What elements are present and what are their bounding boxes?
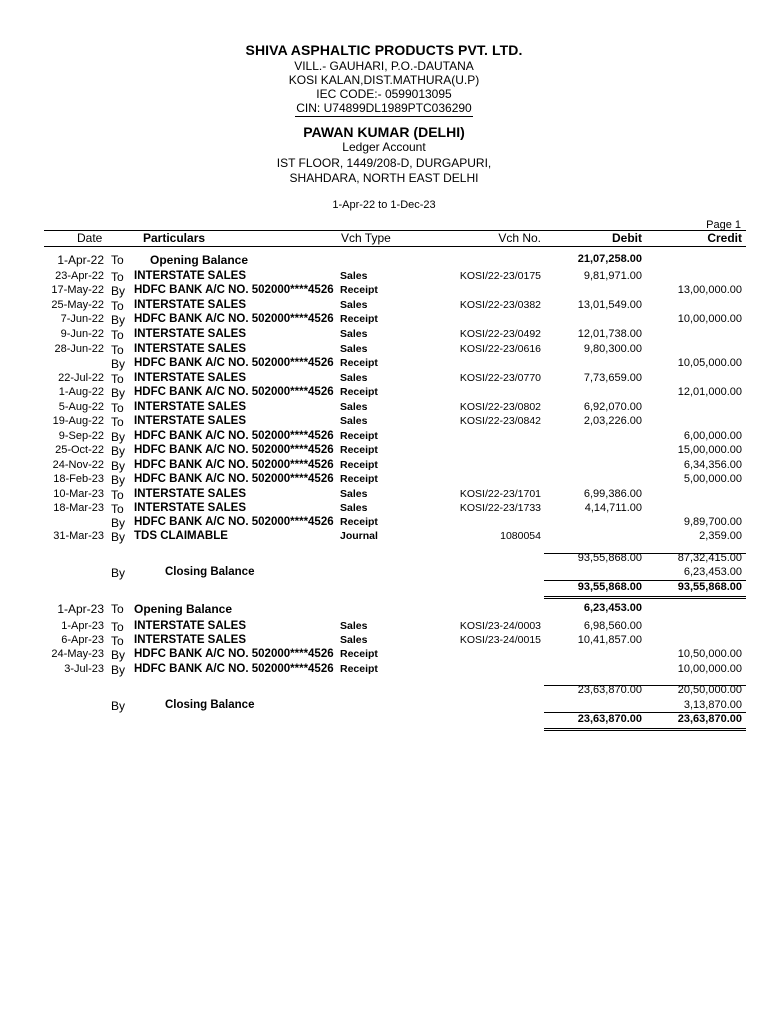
row-credit: 5,00,000.00 (683, 473, 742, 485)
col-credit: Credit (707, 231, 742, 245)
row-particulars: INTERSTATE SALES (134, 401, 247, 413)
row-to-by: To (111, 270, 124, 284)
row-particulars: INTERSTATE SALES (134, 270, 247, 282)
row-vch-no: 1080054 (500, 530, 541, 542)
row-debit: 4,14,711.00 (584, 502, 642, 514)
row-to-by: To (111, 488, 124, 502)
row-debit: 23,63,870.00 (577, 713, 642, 725)
row-vch-type: Sales (340, 620, 368, 632)
table-row (0, 415, 768, 429)
row-date: 1-Apr-22 (57, 253, 104, 267)
row-to-by: To (111, 602, 124, 616)
row-date: 18-Feb-23 (53, 473, 104, 485)
row-date: 7-Jun-22 (60, 313, 104, 325)
row-vch-no: KOSI/22-23/0382 (459, 299, 541, 311)
row-debit: 6,98,560.00 (583, 620, 642, 632)
row-to-by: To (111, 415, 124, 429)
table-row (0, 634, 768, 648)
row-vch-type: Receipt (340, 473, 378, 485)
row-debit: 7,73,659.00 (583, 372, 642, 384)
row-to-by: To (111, 343, 124, 357)
table-row (0, 343, 768, 357)
row-particulars: HDFC BANK A/C NO. 502000****4526 (134, 357, 334, 369)
company-address-line2: KOSI KALAN,DIST.MATHURA(U.P) (288, 73, 480, 87)
report-type: Ledger Account (342, 140, 426, 154)
row-vch-type: Receipt (340, 357, 378, 369)
table-row (0, 299, 768, 313)
row-particulars: HDFC BANK A/C NO. 502000****4526 (134, 516, 334, 528)
row-credit: 6,00,000.00 (683, 430, 742, 442)
company-name: SHIVA ASPHALTIC PRODUCTS PVT. LTD. (245, 42, 523, 58)
party-name: PAWAN KUMAR (DELHI) (303, 124, 465, 140)
row-particulars: INTERSTATE SALES (134, 343, 247, 355)
row-vch-type: Sales (340, 270, 368, 282)
totals-row (0, 713, 768, 727)
row-credit: 93,55,868.00 (677, 581, 742, 593)
total-rule-3 (544, 685, 746, 686)
row-to-by: By (111, 566, 126, 580)
row-credit: 13,00,000.00 (677, 284, 742, 296)
table-row (0, 401, 768, 415)
table-row (0, 488, 768, 502)
row-vch-type: Sales (340, 328, 368, 340)
row-to-by: By (111, 516, 126, 530)
table-row (0, 430, 768, 444)
row-vch-type: Sales (340, 401, 368, 413)
row-particulars: HDFC BANK A/C NO. 502000****4526 (134, 386, 334, 398)
iec-code: IEC CODE:- 0599013095 (316, 87, 452, 101)
row-vch-type: Sales (340, 634, 368, 646)
row-vch-type: Receipt (340, 313, 378, 325)
party-address-line1: IST FLOOR, 1449/208-D, DURGAPURI, (276, 156, 492, 170)
table-row (0, 444, 768, 458)
row-debit: 10,41,857.00 (577, 634, 642, 646)
page-number: Page 1 (706, 219, 741, 231)
row-to-by: By (111, 313, 126, 327)
col-particulars: Particulars (143, 231, 206, 245)
row-vch-type: Receipt (340, 459, 378, 471)
row-date: 10-Mar-23 (53, 488, 104, 500)
row-particulars: HDFC BANK A/C NO. 502000****4526 (134, 473, 334, 485)
row-vch-no: KOSI/22-23/0802 (459, 401, 541, 413)
row-credit: 10,50,000.00 (677, 648, 742, 660)
row-vch-type: Sales (340, 372, 368, 384)
row-vch-no: KOSI/23-24/0015 (459, 634, 541, 646)
totals-row (0, 684, 768, 698)
total-rule-4 (544, 712, 746, 713)
row-credit: 10,05,000.00 (677, 357, 742, 369)
row-credit: 15,00,000.00 (677, 444, 742, 456)
header-bottom-rule (44, 246, 746, 247)
closing-balance-row (0, 699, 768, 713)
row-credit: 12,01,000.00 (677, 386, 742, 398)
row-particulars: Opening Balance (134, 602, 233, 616)
table-row (0, 328, 768, 342)
row-to-by: By (111, 386, 126, 400)
row-debit: 12,01,738.00 (577, 328, 642, 340)
row-date: 9-Jun-22 (60, 328, 104, 340)
row-particulars: HDFC BANK A/C NO. 502000****4526 (134, 313, 334, 325)
table-row (0, 270, 768, 284)
row-vch-no: KOSI/22-23/0175 (459, 270, 541, 282)
table-row (0, 459, 768, 473)
row-date: 24-May-23 (51, 648, 104, 660)
row-to-by: By (111, 473, 126, 487)
row-particulars: HDFC BANK A/C NO. 502000****4526 (134, 663, 334, 675)
row-particulars: INTERSTATE SALES (134, 415, 247, 427)
row-date: 19-Aug-22 (52, 415, 104, 427)
row-debit: 21,07,258.00 (577, 253, 642, 265)
row-to-by: By (111, 459, 126, 473)
row-debit: 9,81,971.00 (583, 270, 642, 282)
row-vch-type: Receipt (340, 284, 378, 296)
row-particulars: INTERSTATE SALES (134, 620, 247, 632)
table-row (0, 386, 768, 400)
row-date: 23-Apr-22 (55, 270, 104, 282)
row-to-by: To (111, 620, 124, 634)
table-row (0, 473, 768, 487)
report-period: 1-Apr-22 to 1-Dec-23 (332, 199, 436, 211)
row-particulars: HDFC BANK A/C NO. 502000****4526 (134, 430, 334, 442)
row-vch-type: Sales (340, 299, 368, 311)
row-date: 6-Apr-23 (61, 634, 104, 646)
row-to-by: To (111, 372, 124, 386)
row-vch-type: Receipt (340, 663, 378, 675)
company-address-line1: VILL.- GAUHARI, P.O.-DAUTANA (294, 59, 474, 73)
total-double-rule-2 (544, 728, 746, 731)
row-vch-type: Receipt (340, 648, 378, 660)
row-to-by: By (111, 648, 126, 662)
totals-row (0, 581, 768, 595)
row-credit: 23,63,870.00 (677, 713, 742, 725)
row-vch-no: KOSI/22-23/1733 (459, 502, 541, 514)
row-date: 28-Jun-22 (54, 343, 104, 355)
row-debit: 2,03,226.00 (583, 415, 642, 427)
row-vch-type: Receipt (340, 516, 378, 528)
row-vch-type: Receipt (340, 444, 378, 456)
row-to-by: By (111, 444, 126, 458)
row-particulars: INTERSTATE SALES (134, 328, 247, 340)
row-to-by: To (111, 299, 124, 313)
row-credit: 6,23,453.00 (683, 566, 742, 578)
row-credit: 3,13,870.00 (683, 699, 742, 711)
row-to-by: To (111, 634, 124, 648)
row-debit: 93,55,868.00 (577, 552, 642, 564)
row-date: 31-Mar-23 (53, 530, 104, 542)
party-address-line2: SHAHDARA, NORTH EAST DELHI (289, 171, 479, 185)
col-debit: Debit (612, 231, 642, 245)
row-vch-no: KOSI/22-23/1701 (459, 488, 541, 500)
row-particulars: INTERSTATE SALES (134, 299, 247, 311)
row-particulars: INTERSTATE SALES (134, 502, 247, 514)
cin-text: CIN: U74899DL1989PTC036290 (296, 101, 472, 115)
row-debit: 6,92,070.00 (583, 401, 642, 413)
col-date: Date (77, 231, 103, 245)
row-vch-no: KOSI/22-23/0842 (459, 415, 541, 427)
row-credit: 87,32,415.00 (677, 552, 742, 564)
row-credit: 10,00,000.00 (677, 313, 742, 325)
col-vch-no: Vch No. (498, 231, 541, 245)
row-to-by: To (111, 328, 124, 342)
row-particulars: Closing Balance (165, 699, 255, 711)
row-debit: 23,63,870.00 (577, 684, 642, 696)
row-to-by: By (111, 699, 126, 713)
row-date: 1-Aug-22 (58, 386, 104, 398)
table-row (0, 313, 768, 327)
row-vch-type: Journal (340, 530, 378, 542)
total-double-rule-1 (544, 596, 746, 599)
row-to-by: To (111, 502, 124, 516)
row-credit: 6,34,356.00 (683, 459, 742, 471)
row-date: 22-Jul-22 (58, 372, 104, 384)
row-date: 9-Sep-22 (58, 430, 104, 442)
row-debit: 93,55,868.00 (577, 581, 642, 593)
table-row (0, 357, 768, 371)
table-row (0, 502, 768, 516)
row-to-by: By (111, 284, 126, 298)
row-to-by: By (111, 530, 126, 544)
row-particulars: HDFC BANK A/C NO. 502000****4526 (134, 284, 334, 296)
table-row (0, 648, 768, 662)
table-row (0, 663, 768, 677)
row-date: 5-Aug-22 (58, 401, 104, 413)
row-credit: 2,359.00 (699, 530, 742, 542)
row-to-by: By (111, 663, 126, 677)
table-row (0, 530, 768, 544)
row-particulars: Opening Balance (150, 253, 249, 267)
row-vch-no: KOSI/22-23/0616 (459, 343, 541, 355)
totals-row (0, 552, 768, 566)
row-date: 17-May-22 (51, 284, 104, 296)
row-particulars: HDFC BANK A/C NO. 502000****4526 (134, 648, 334, 660)
row-credit: 10,00,000.00 (677, 663, 742, 675)
row-date: 1-Apr-23 (61, 620, 104, 632)
row-vch-type: Sales (340, 343, 368, 355)
row-to-by: By (111, 430, 126, 444)
table-row (0, 284, 768, 298)
total-rule-1 (544, 553, 746, 554)
row-date: 25-Oct-22 (55, 444, 104, 456)
row-credit: 9,89,700.00 (683, 516, 742, 528)
row-vch-no: KOSI/22-23/0492 (459, 328, 541, 340)
row-vch-no: KOSI/23-24/0003 (459, 620, 541, 632)
row-particulars: Closing Balance (165, 566, 255, 578)
row-particulars: INTERSTATE SALES (134, 634, 247, 646)
cin-number (0, 101, 768, 115)
table-row (0, 372, 768, 386)
row-date: 18-Mar-23 (53, 502, 104, 514)
row-vch-type: Receipt (340, 386, 378, 398)
row-date: 1-Apr-23 (57, 602, 104, 616)
closing-balance-row (0, 566, 768, 580)
row-date: 25-May-22 (51, 299, 104, 311)
row-particulars: HDFC BANK A/C NO. 502000****4526 (134, 459, 334, 471)
total-rule-2 (544, 580, 746, 581)
opening-balance-row (0, 253, 768, 267)
row-particulars: INTERSTATE SALES (134, 372, 247, 384)
col-vch-type: Vch Type (341, 231, 391, 245)
row-to-by: To (111, 253, 124, 267)
row-debit: 13,01,549.00 (577, 299, 642, 311)
row-vch-no: KOSI/22-23/0770 (459, 372, 541, 384)
row-particulars: HDFC BANK A/C NO. 502000****4526 (134, 444, 334, 456)
row-date: 3-Jul-23 (64, 663, 104, 675)
row-debit: 6,23,453.00 (583, 602, 642, 614)
row-particulars: TDS CLAIMABLE (134, 530, 228, 542)
row-vch-type: Sales (340, 488, 368, 500)
row-debit: 6,99,386.00 (583, 488, 642, 500)
row-to-by: By (111, 357, 126, 371)
row-particulars: INTERSTATE SALES (134, 488, 247, 500)
row-date: 24-Nov-22 (52, 459, 104, 471)
table-row (0, 516, 768, 530)
opening-balance-row (0, 602, 768, 616)
row-credit: 20,50,000.00 (677, 684, 742, 696)
row-vch-type: Sales (340, 415, 368, 427)
row-vch-type: Receipt (340, 430, 378, 442)
table-row (0, 620, 768, 634)
row-to-by: To (111, 401, 124, 415)
row-vch-type: Sales (340, 502, 368, 514)
row-debit: 9,80,300.00 (583, 343, 642, 355)
